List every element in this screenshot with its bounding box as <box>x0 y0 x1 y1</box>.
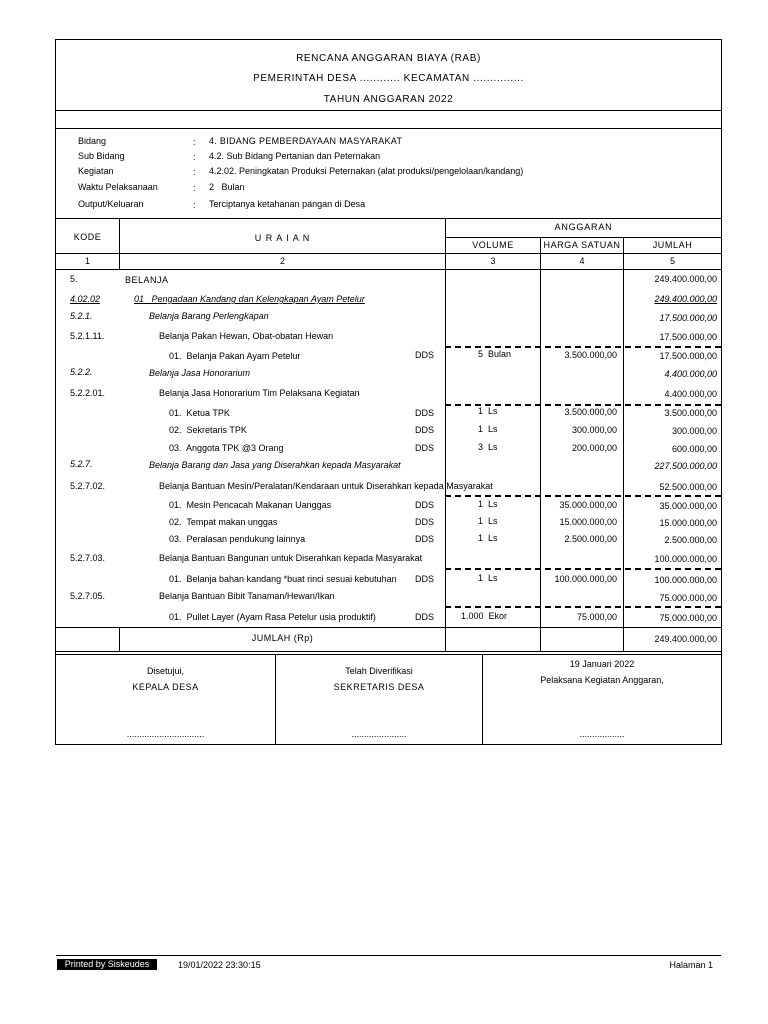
sig-pelaksana-title: Pelaksana Kegiatan Anggaran, <box>540 675 664 685</box>
row-jumlah: 300.000,00 <box>671 426 717 436</box>
col-number-4: 4 <box>579 256 585 266</box>
row-dds: DDS <box>415 500 435 510</box>
row-volume: 1.000 Ekor <box>461 611 508 621</box>
row-jumlah: 249.400.000,00 <box>654 294 717 304</box>
row-dds: DDS <box>415 425 435 435</box>
sig-sekretaris-desa-name: ...................... <box>351 729 407 739</box>
page-number: Halaman 1 <box>669 960 713 970</box>
row-dds: DDS <box>415 574 435 584</box>
info-label-sub-bidang: Sub Bidang <box>78 151 125 161</box>
row-kode: 5.2.7.02. <box>70 481 106 491</box>
row-uraian: Belanja Barang Perlengkapan <box>149 311 269 321</box>
info-value-bidang: 4. BIDANG PEMBERDAYAAN MASYARAKAT <box>209 136 403 146</box>
row-dds: DDS <box>415 517 435 527</box>
row-uraian: Belanja Bantuan Mesin/Peralatan/Kendaraan untuk Diserahkan kepada Masyarakat <box>159 481 493 491</box>
row-harga: 35.000.000,00 <box>559 500 617 510</box>
row-jumlah: 15.000.000,00 <box>659 518 717 528</box>
divider <box>56 269 721 270</box>
sig-kepala-desa-name: ............................... <box>126 729 205 739</box>
row-uraian: Belanja Jasa Honorarium <box>149 368 251 378</box>
row-dds: DDS <box>415 350 435 360</box>
col-header-jumlah: JUMLAH <box>652 240 693 250</box>
row-jumlah: 75.000.000,00 <box>659 593 717 603</box>
row-jumlah: 35.000.000,00 <box>659 501 717 511</box>
info-value-kegiatan: 4.2.02. Peningkatan Produksi Peternakan (alat produksi/pengelolaan/kandang) <box>209 166 524 176</box>
row-uraian: 02. Tempat makan unggas <box>169 517 278 527</box>
table-top-border <box>56 218 721 219</box>
info-label-bidang: Bidang <box>78 136 107 146</box>
row-jumlah: 100.000.000,00 <box>654 554 717 564</box>
row-kode: 5. <box>70 274 78 284</box>
col-number-5: 5 <box>669 256 675 266</box>
row-harga: 75.000,00 <box>576 612 617 622</box>
sig-approved-label: Disetujui, <box>146 666 184 676</box>
col-divider <box>445 218 446 651</box>
info-sep: : <box>193 137 196 147</box>
row-jumlah: 2.500.000,00 <box>664 535 717 545</box>
info-label-kegiatan: Kegiatan <box>78 166 114 176</box>
col-header-uraian: U R A I A N <box>254 233 311 243</box>
row-kode: 5.2.7.03. <box>70 553 106 563</box>
col-header-kode: KODE <box>73 232 102 242</box>
row-dds: DDS <box>415 534 435 544</box>
dashed-separator <box>445 606 721 608</box>
total-value: 249.400.000,00 <box>654 634 717 644</box>
sig-sekretaris-desa-title: SEKRETARIS DESA <box>333 682 425 692</box>
row-kode: 5.2.2. <box>70 367 93 377</box>
row-uraian: Belanja Pakan Hewan, Obat-obatan Hewan <box>159 331 334 341</box>
row-uraian: 02. Sekretaris TPK <box>169 425 247 435</box>
row-uraian: Belanja Bantuan Bangunan untuk Diserahkan kepada Masyarakat <box>159 553 423 563</box>
dashed-separator <box>445 568 721 570</box>
doc-title: RENCANA ANGGARAN BIAYA (RAB) <box>296 53 481 64</box>
col-header-anggaran: ANGGARAN <box>554 222 613 232</box>
row-uraian: Belanja Bantuan Bibit Tanaman/Hewan/Ikan <box>159 591 335 601</box>
row-uraian: 01. Belanja Pakan Ayam Petelur <box>169 351 301 361</box>
row-harga: 3.500.000,00 <box>564 350 617 360</box>
row-harga: 100.000.000,00 <box>554 574 617 584</box>
col-number-2: 2 <box>279 256 285 266</box>
info-sep: : <box>193 152 196 162</box>
row-jumlah: 75.000.000,00 <box>659 613 717 623</box>
row-uraian: Belanja Barang dan Jasa yang Diserahkan kepada Masyarakat <box>149 460 401 470</box>
row-volume: 1 Ls <box>478 499 498 509</box>
row-dds: DDS <box>415 612 435 622</box>
sig-verified-label: Telah Diverifikasi <box>345 666 413 676</box>
print-timestamp: 19/01/2022 23:30:15 <box>178 960 261 970</box>
divider <box>445 237 721 238</box>
doc-year: TAHUN ANGGARAN 2022 <box>323 94 454 105</box>
sig-kepala-desa-title: KEPALA DESA <box>132 682 199 692</box>
row-uraian: BELANJA <box>125 275 169 285</box>
row-uraian: 01. Pullet Layer (Ayam Rasa Petelur usia produktif) <box>169 612 376 622</box>
col-header-volume: VOLUME <box>472 240 514 250</box>
dashed-separator <box>445 346 721 348</box>
row-uraian: 01. Belanja bahan kandang *buat rinci sesuai kebutuhan <box>169 574 397 584</box>
row-kode: 4.02.02 <box>70 294 101 304</box>
divider <box>56 128 721 129</box>
row-uraian: 01. Mesin Pencacah Makanan Uanggas <box>169 500 332 510</box>
doc-subtitle: PEMERINTAH DESA ............ KECAMATAN ............... <box>253 73 524 84</box>
info-value-sub-bidang: 4.2. Sub Bidang Pertanian dan Peternakan <box>209 151 381 161</box>
info-label-output: Output/Keluaran <box>78 199 144 209</box>
row-kode: 5.2.1. <box>70 311 93 321</box>
row-jumlah: 52.500.000,00 <box>659 482 717 492</box>
col-number-1: 1 <box>84 256 90 266</box>
divider <box>56 253 721 254</box>
row-uraian: Belanja Jasa Honorarium Tim Pelaksana Kegiatan <box>159 388 360 398</box>
row-dds: DDS <box>415 443 435 453</box>
row-harga: 2.500.000,00 <box>564 534 617 544</box>
divider <box>56 110 721 111</box>
row-jumlah: 17.500.000,00 <box>659 313 717 323</box>
info-sep: : <box>193 183 196 193</box>
row-dds: DDS <box>415 408 435 418</box>
row-jumlah: 227.500.000,00 <box>654 461 717 471</box>
row-uraian: 01. Ketua TPK <box>169 408 230 418</box>
row-jumlah: 3.500.000,00 <box>664 408 717 418</box>
row-uraian: 01 Pengadaan Kandang dan Kelengkapan Ayam Petelur <box>134 294 365 304</box>
row-kode: 5.2.7. <box>70 459 93 469</box>
row-kode: 5.2.2.01. <box>70 388 106 398</box>
col-number-3: 3 <box>490 256 496 266</box>
row-jumlah: 17.500.000,00 <box>659 351 717 361</box>
row-harga: 200.000,00 <box>571 443 617 453</box>
row-jumlah: 4.400.000,00 <box>664 369 717 379</box>
info-value-waktu: 2 Bulan <box>209 182 245 192</box>
footer-divider <box>56 955 721 956</box>
printed-by-badge: Printed by Siskeudes <box>57 959 157 970</box>
row-jumlah: 249.400.000,00 <box>654 274 717 284</box>
row-jumlah: 100.000.000,00 <box>654 575 717 585</box>
row-volume: 1 Ls <box>478 573 498 583</box>
sig-pelaksana-name: .................. <box>579 729 625 739</box>
info-sep: : <box>193 200 196 210</box>
row-volume: 1 Ls <box>478 424 498 434</box>
row-jumlah: 4.400.000,00 <box>664 389 717 399</box>
total-label: JUMLAH (Rp) <box>251 633 314 643</box>
dashed-separator <box>445 495 721 497</box>
info-value-output: Terciptanya ketahanan pangan di Desa <box>209 199 366 209</box>
row-volume: 1 Ls <box>478 533 498 543</box>
row-jumlah: 600.000,00 <box>671 444 717 454</box>
info-label-waktu: Waktu Pelaksanaan <box>78 182 158 192</box>
row-volume: 1 Ls <box>478 516 498 526</box>
row-volume: 5 Bulan <box>478 349 512 359</box>
row-kode: 5.2.1.11. <box>70 331 105 341</box>
divider <box>56 651 721 652</box>
info-sep: : <box>193 167 196 177</box>
divider <box>56 654 721 655</box>
row-volume: 1 Ls <box>478 406 498 416</box>
col-header-harga-satuan: HARGA SATUAN <box>543 240 621 250</box>
row-uraian: 03. Anggota TPK @3 Orang <box>169 443 284 453</box>
divider <box>56 627 721 628</box>
row-harga: 15.000.000,00 <box>559 517 617 527</box>
row-harga: 300.000,00 <box>571 425 617 435</box>
row-jumlah: 17.500.000,00 <box>659 332 717 342</box>
row-kode: 5.2.7.05. <box>70 591 106 601</box>
sig-date: 19 Januari 2022 <box>569 659 635 669</box>
row-harga: 3.500.000,00 <box>564 407 617 417</box>
row-uraian: 03. Peralasan pendukung lainnya <box>169 534 306 544</box>
row-volume: 3 Ls <box>478 442 498 452</box>
